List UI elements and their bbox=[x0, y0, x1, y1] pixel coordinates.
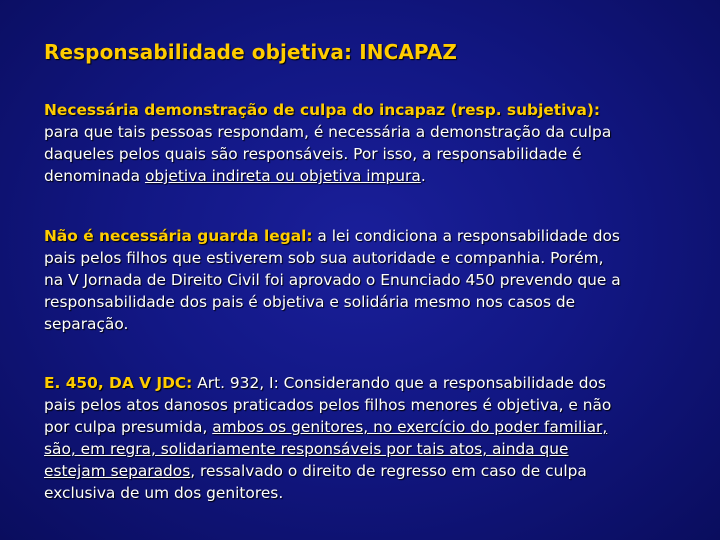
text-line: responsabilidade dos pais é objetiva e solidária mesmo nos casos de bbox=[44, 293, 576, 311]
underlined-text: ambos os genitores, no exercício do poder familiar, bbox=[212, 418, 608, 436]
text-line: para que tais pessoas respondam, é necessária a demonstração da culpa bbox=[44, 123, 612, 141]
underlined-text: são, em regra, solidariamente responsáveis por tais atos, ainda que bbox=[44, 440, 569, 458]
text-line: pais pelos atos danosos praticados pelos filhos menores é objetiva, e não bbox=[44, 396, 612, 414]
paragraph-enunciado-450 bbox=[44, 372, 694, 504]
paragraph-heading: Não é necessária guarda legal: bbox=[44, 227, 313, 245]
text-fragment: a lei condiciona a responsabilidade dos bbox=[312, 227, 620, 245]
text-fragment: denominada bbox=[44, 167, 145, 185]
text-fragment: por culpa presumida, bbox=[44, 418, 213, 436]
text-line: daqueles pelos quais são responsáveis. Por isso, a responsabilidade é bbox=[44, 145, 582, 163]
paragraph-heading: E. 450, DA V JDC: bbox=[44, 374, 193, 392]
text-line: separação. bbox=[44, 315, 129, 333]
text-fragment: , ressalvado o direito de regresso em caso de culpa bbox=[190, 462, 587, 480]
text-fragment: Art. 932, I: Considerando que a responsabilidade dos bbox=[192, 374, 606, 392]
text-line: exclusiva de um dos genitores. bbox=[44, 484, 284, 502]
underlined-text: estejam separados bbox=[44, 462, 191, 480]
underlined-text: objetiva indireta ou objetiva impura bbox=[144, 167, 421, 185]
paragraph-culpa-incapaz bbox=[44, 99, 694, 187]
text-line: pais pelos filhos que estiverem sob sua autoridade e companhia. Porém, bbox=[44, 249, 604, 267]
paragraph-guarda-legal bbox=[44, 225, 694, 335]
text-line: na V Jornada de Direito Civil foi aprovado o Enunciado 450 prevendo que a bbox=[44, 271, 621, 289]
text-fragment: . bbox=[420, 167, 426, 185]
slide-title: Responsabilidade objetiva: INCAPAZ bbox=[44, 40, 458, 64]
paragraph-heading: Necessária demonstração de culpa do incapaz (resp. subjetiva): bbox=[44, 101, 601, 119]
